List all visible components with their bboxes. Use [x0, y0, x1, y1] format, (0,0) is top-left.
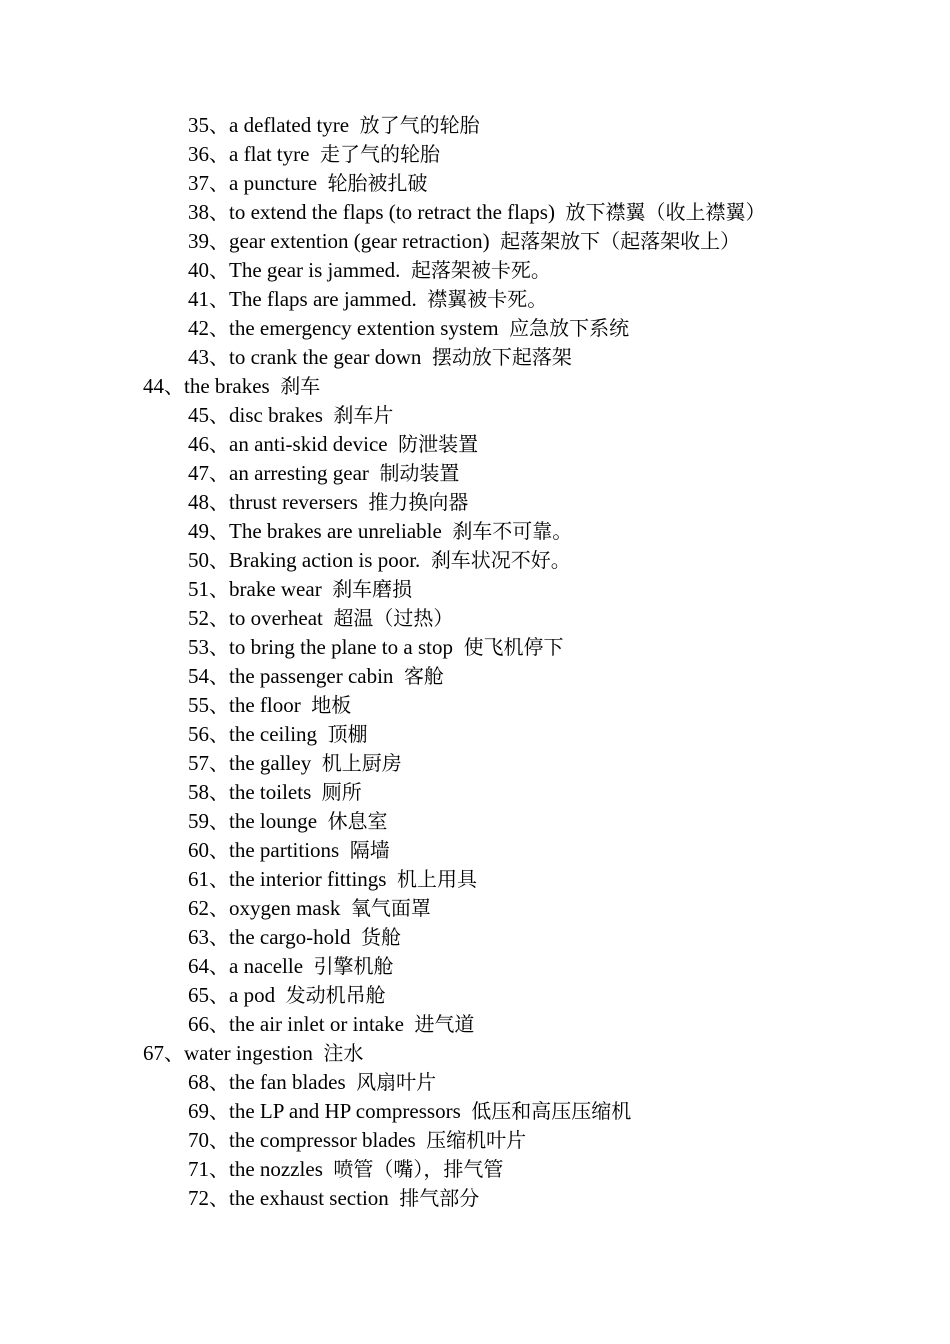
- entry-english: the nozzles: [229, 1157, 323, 1181]
- entry-chinese: 超温（过热）: [333, 606, 454, 630]
- vocab-entry: [0, 198, 950, 227]
- entry-english: gear extention (gear retraction): [229, 229, 490, 253]
- vocab-entry: [0, 604, 950, 633]
- vocab-entry: [0, 952, 950, 981]
- vocab-entry: [0, 894, 950, 923]
- entry-chinese: 起落架放下（起落架收上）: [500, 229, 741, 253]
- entry-number: 37: [188, 171, 209, 195]
- entry-gap: [416, 1128, 427, 1152]
- entry-english: to overheat: [229, 606, 323, 630]
- vocab-entry: [0, 981, 950, 1010]
- entry-gap: [555, 200, 566, 224]
- entry-separator: 、: [209, 1012, 229, 1036]
- entry-number: 38: [188, 200, 209, 224]
- vocab-entry: [0, 778, 950, 807]
- vocab-entry: [0, 459, 950, 488]
- vocab-entry: [0, 1155, 950, 1184]
- entry-number: 72: [188, 1186, 209, 1210]
- entry-chinese: 刹车片: [333, 403, 394, 427]
- vocab-entry: [0, 314, 950, 343]
- vocab-entry: [0, 111, 950, 140]
- entry-chinese: 客舱: [403, 664, 444, 688]
- entry-number: 64: [188, 954, 209, 978]
- entry-english: the compressor blades: [229, 1128, 416, 1152]
- entry-chinese: 放下襟翼（收上襟翼）: [565, 200, 766, 224]
- entry-number: 39: [188, 229, 209, 253]
- entry-gap: [340, 896, 351, 920]
- vocabulary-list: [0, 111, 950, 1213]
- entry-separator: 、: [209, 1186, 229, 1210]
- entry-number: 70: [188, 1128, 209, 1152]
- entry-gap: [389, 1186, 400, 1210]
- entry-chinese: 机上厨房: [321, 751, 402, 775]
- entry-separator: 、: [209, 838, 229, 862]
- entry-chinese: 制动装置: [379, 461, 460, 485]
- entry-english: the air inlet or intake: [229, 1012, 404, 1036]
- entry-number: 58: [188, 780, 209, 804]
- entry-gap: [323, 1157, 334, 1181]
- entry-english: oxygen mask: [229, 896, 341, 920]
- entry-number: 42: [188, 316, 209, 340]
- vocab-entry: [0, 401, 950, 430]
- entry-separator: 、: [209, 577, 229, 601]
- entry-chinese: 排气部分: [399, 1186, 480, 1210]
- entry-chinese: 放了气的轮胎: [359, 113, 480, 137]
- entry-separator: 、: [209, 722, 229, 746]
- entry-separator: 、: [209, 200, 229, 224]
- entry-english: an anti-skid device: [229, 432, 388, 456]
- vocab-entry: [0, 1068, 950, 1097]
- entry-separator: 、: [209, 229, 229, 253]
- entry-english: a deflated tyre: [229, 113, 350, 137]
- entry-separator: 、: [209, 345, 229, 369]
- entry-chinese: 货舱: [361, 925, 401, 949]
- entry-chinese: 地板: [311, 693, 352, 717]
- entry-gap: [317, 809, 328, 833]
- vocab-entry: [0, 343, 950, 372]
- entry-number: 45: [188, 403, 209, 427]
- entry-gap: [309, 142, 320, 166]
- entry-english: to extend the flaps (to retract the flaps): [229, 200, 555, 224]
- entry-gap: [323, 403, 334, 427]
- entry-separator: 、: [209, 751, 229, 775]
- vocab-entry: [0, 633, 950, 662]
- entry-chinese: 使飞机停下: [463, 635, 564, 659]
- entry-gap: [311, 751, 322, 775]
- entry-separator: 、: [209, 461, 229, 485]
- entry-separator: 、: [209, 1099, 229, 1123]
- entry-gap: [322, 577, 333, 601]
- entry-gap: [421, 345, 432, 369]
- entry-english: the partitions: [229, 838, 340, 862]
- entry-gap: [313, 1041, 324, 1065]
- vocab-entry: [0, 1097, 950, 1126]
- entry-separator: 、: [209, 490, 229, 514]
- entry-english: an arresting gear: [229, 461, 369, 485]
- entry-english: the emergency extention system: [229, 316, 499, 340]
- entry-gap: [349, 113, 360, 137]
- entry-chinese: 顶棚: [327, 722, 368, 746]
- entry-gap: [499, 316, 510, 340]
- vocab-entry: [0, 1184, 950, 1213]
- entry-number: 48: [188, 490, 209, 514]
- vocab-entry: [0, 227, 950, 256]
- entry-english: the interior fittings: [229, 867, 387, 891]
- entry-separator: 、: [209, 954, 229, 978]
- entry-gap: [301, 693, 312, 717]
- entry-chinese: 防泄装置: [398, 432, 479, 456]
- entry-separator: 、: [209, 287, 229, 311]
- entry-chinese: 推力换向器: [368, 490, 469, 514]
- entry-chinese: 厕所: [321, 780, 362, 804]
- entry-english: The gear is jammed.: [229, 258, 401, 282]
- entry-separator: 、: [209, 809, 229, 833]
- entry-english: the cargo-hold: [229, 925, 351, 949]
- entry-number: 69: [188, 1099, 209, 1123]
- entry-chinese: 刹车状况不好。: [430, 548, 571, 572]
- entry-english: brake wear: [229, 577, 322, 601]
- entry-gap: [386, 867, 397, 891]
- entry-chinese: 刹车磨损: [332, 577, 413, 601]
- entry-number: 49: [188, 519, 209, 543]
- entry-number: 71: [188, 1157, 209, 1181]
- entry-number: 46: [188, 432, 209, 456]
- entry-gap: [388, 432, 399, 456]
- vocab-entry: [0, 1010, 950, 1039]
- entry-gap: [404, 1012, 415, 1036]
- entry-chinese: 进气道: [414, 1012, 475, 1036]
- vocab-entry: [0, 285, 950, 314]
- entry-separator: 、: [209, 606, 229, 630]
- entry-english: The flaps are jammed.: [229, 287, 417, 311]
- entry-english: a nacelle: [229, 954, 304, 978]
- entry-number: 55: [188, 693, 209, 717]
- entry-english: a pod: [229, 983, 276, 1007]
- entry-gap: [461, 1099, 472, 1123]
- entry-english: to crank the gear down: [229, 345, 422, 369]
- entry-number: 35: [188, 113, 209, 137]
- entry-chinese: 刹车: [280, 374, 321, 398]
- entry-gap: [490, 229, 501, 253]
- entry-number: 52: [188, 606, 209, 630]
- entry-number: 63: [188, 925, 209, 949]
- entry-number: 59: [188, 809, 209, 833]
- entry-chinese: 走了气的轮胎: [319, 142, 440, 166]
- entry-english: thrust reversers: [229, 490, 358, 514]
- vocab-entry: [0, 372, 950, 401]
- entry-english: the galley: [229, 751, 312, 775]
- entry-english: the LP and HP compressors: [229, 1099, 461, 1123]
- entry-separator: 、: [209, 1128, 229, 1152]
- entry-chinese: 摆动放下起落架: [431, 345, 572, 369]
- entry-number: 56: [188, 722, 209, 746]
- entry-number: 66: [188, 1012, 209, 1036]
- entry-separator: 、: [209, 548, 229, 572]
- entry-chinese: 轮胎被扎破: [327, 171, 428, 195]
- vocab-entry: [0, 923, 950, 952]
- entry-chinese: 喷管（嘴），排气管: [333, 1157, 504, 1181]
- entry-separator: 、: [209, 664, 229, 688]
- entry-chinese: 发动机吊舱: [285, 983, 386, 1007]
- entry-chinese: 应急放下系统: [509, 316, 630, 340]
- entry-chinese: 隔墙: [349, 838, 390, 862]
- entry-english: Braking action is poor.: [229, 548, 421, 572]
- entry-separator: 、: [209, 1157, 229, 1181]
- entry-chinese: 注水: [323, 1041, 364, 1065]
- entry-separator: 、: [209, 635, 229, 659]
- entry-number: 57: [188, 751, 209, 775]
- entry-chinese: 起落架被卡死。: [410, 258, 551, 282]
- vocab-entry: [0, 256, 950, 285]
- vocab-entry: [0, 517, 950, 546]
- entry-english: the brakes: [184, 374, 270, 398]
- entry-english: the lounge: [229, 809, 318, 833]
- entry-separator: 、: [209, 983, 229, 1007]
- entry-gap: [393, 664, 404, 688]
- entry-english: the toilets: [229, 780, 312, 804]
- entry-chinese: 引擎机舱: [313, 954, 394, 978]
- entry-gap: [358, 490, 369, 514]
- entry-number: 67: [143, 1041, 164, 1065]
- entry-number: 54: [188, 664, 209, 688]
- entry-separator: 、: [209, 693, 229, 717]
- entry-separator: 、: [209, 896, 229, 920]
- entry-separator: 、: [209, 867, 229, 891]
- entry-chinese: 休息室: [327, 809, 388, 833]
- entry-separator: 、: [209, 258, 229, 282]
- vocab-entry: [0, 836, 950, 865]
- vocab-entry: [0, 720, 950, 749]
- entry-number: 43: [188, 345, 209, 369]
- entry-separator: 、: [209, 925, 229, 949]
- entry-number: 41: [188, 287, 209, 311]
- entry-separator: 、: [209, 432, 229, 456]
- entry-number: 40: [188, 258, 209, 282]
- entry-gap: [323, 606, 334, 630]
- entry-separator: 、: [209, 519, 229, 543]
- entry-number: 53: [188, 635, 209, 659]
- entry-number: 50: [188, 548, 209, 572]
- entry-chinese: 风扇叶片: [356, 1070, 437, 1094]
- entry-separator: 、: [209, 142, 229, 166]
- vocab-entry: [0, 575, 950, 604]
- entry-gap: [317, 722, 328, 746]
- entry-gap: [442, 519, 453, 543]
- entry-number: 61: [188, 867, 209, 891]
- entry-english: the fan blades: [229, 1070, 346, 1094]
- vocab-entry: [0, 546, 950, 575]
- vocab-entry: [0, 1039, 950, 1068]
- entry-gap: [417, 287, 428, 311]
- vocab-entry: [0, 430, 950, 459]
- entry-number: 62: [188, 896, 209, 920]
- entry-gap: [369, 461, 380, 485]
- entry-chinese: 低压和高压压缩机: [471, 1099, 632, 1123]
- entry-separator: 、: [209, 171, 229, 195]
- entry-number: 68: [188, 1070, 209, 1094]
- entry-gap: [453, 635, 464, 659]
- entry-separator: 、: [209, 403, 229, 427]
- entry-english: the exhaust section: [229, 1186, 389, 1210]
- entry-chinese: 襟翼被卡死。: [427, 287, 548, 311]
- entry-separator: 、: [164, 1041, 184, 1065]
- vocab-entry: [0, 169, 950, 198]
- entry-separator: 、: [209, 780, 229, 804]
- entry-separator: 、: [209, 1070, 229, 1094]
- entry-gap: [420, 548, 431, 572]
- entry-chinese: 压缩机叶片: [426, 1128, 527, 1152]
- entry-chinese: 刹车不可靠。: [452, 519, 573, 543]
- entry-separator: 、: [209, 113, 229, 137]
- entry-english: the passenger cabin: [229, 664, 394, 688]
- vocab-entry: [0, 662, 950, 691]
- entry-separator: 、: [164, 374, 184, 398]
- entry-chinese: 氧气面罩: [350, 896, 431, 920]
- entry-number: 60: [188, 838, 209, 862]
- entry-gap: [339, 838, 350, 862]
- entry-gap: [270, 374, 281, 398]
- entry-gap: [317, 171, 328, 195]
- entry-english: The brakes are unreliable: [229, 519, 442, 543]
- entry-chinese: 机上用具: [396, 867, 477, 891]
- vocab-entry: [0, 488, 950, 517]
- entry-english: the ceiling: [229, 722, 318, 746]
- entry-gap: [275, 983, 286, 1007]
- entry-number: 65: [188, 983, 209, 1007]
- entry-number: 47: [188, 461, 209, 485]
- entry-gap: [303, 954, 314, 978]
- entry-gap: [346, 1070, 357, 1094]
- entry-number: 36: [188, 142, 209, 166]
- vocab-entry: [0, 749, 950, 778]
- entry-separator: 、: [209, 316, 229, 340]
- entry-english: a flat tyre: [229, 142, 310, 166]
- entry-english: the floor: [229, 693, 301, 717]
- vocab-entry: [0, 807, 950, 836]
- entry-english: disc brakes: [229, 403, 323, 427]
- vocab-entry: [0, 691, 950, 720]
- entry-gap: [311, 780, 322, 804]
- entry-number: 51: [188, 577, 209, 601]
- entry-gap: [351, 925, 362, 949]
- entry-number: 44: [143, 374, 164, 398]
- entry-english: to bring the plane to a stop: [229, 635, 453, 659]
- entry-english: a puncture: [229, 171, 318, 195]
- vocab-entry: [0, 865, 950, 894]
- vocab-entry: [0, 140, 950, 169]
- entry-gap: [400, 258, 411, 282]
- vocab-entry: [0, 1126, 950, 1155]
- entry-english: water ingestion: [184, 1041, 313, 1065]
